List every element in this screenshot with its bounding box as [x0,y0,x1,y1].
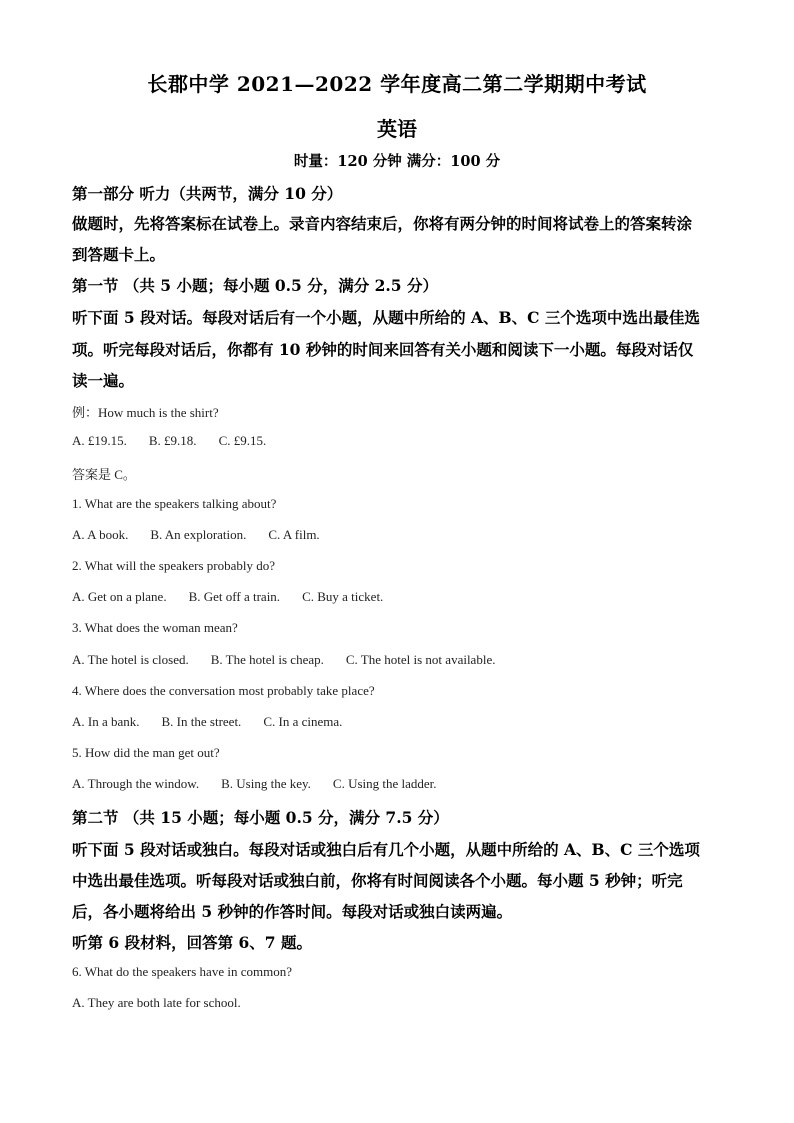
question-6-option-a: A. They are both late for school. [72,995,241,1010]
option-c: C. Buy a ticket. [302,589,384,604]
question-6: 6. What do the speakers have in common? [72,964,292,979]
section2-instruction-line: 中选出最佳选项。听每段对话或独白前，你将有时间阅读各个小题。每小题 5 秒钟；听完 [72,871,683,890]
question-2-options [72,589,405,605]
question-3: 3. What does the woman mean? [72,620,238,635]
question-4-options [72,714,364,730]
option-b: B. Using the key. [221,776,311,791]
option-b: B. Get off a train. [188,589,281,604]
option-b: B. £9.18. [148,433,197,448]
section2-heading: 第二节 （共 15 小题；每小题 0.5 分，满分 7.5 分） [72,808,449,827]
question-4: 4. Where does the conversation most probably take place? [72,683,375,698]
exam-time-score: 时量：120 分钟 满分：100 分 [293,153,501,170]
section1-instruction-line: 项。听完每段对话后，你都有 10 秒钟的时间来回答有关小题和阅读下一小题。每段对话仅 [72,340,694,359]
option-b: B. The hotel is cheap. [210,652,324,667]
question-5: 5. How did the man get out? [72,745,220,760]
example-options [72,433,288,449]
option-b: B. In the street. [161,714,242,729]
part1-instruction-line: 做题时，先将答案标在试卷上。录音内容结束后，你将有两分钟的时间将试卷上的答案转涂 [72,214,693,233]
question-1: 1. What are the speakers talking about? [72,496,277,511]
part1-heading: 第一部分 听力（共两节，满分 10 分） [72,184,343,203]
part1-instruction-line: 到答题卡上。 [72,245,166,264]
option-a: A. A book. [72,527,129,542]
example-answer: 答案是 C。 [72,467,136,482]
question-1-options [72,527,342,543]
option-a: A. Through the window. [72,776,200,791]
exam-title: 长郡中学 2021—2022 学年度高二第二学期期中考试 [147,72,647,96]
section1-instruction-line: 听下面 5 段对话。每段对话后有一个小题，从题中所给的 A、B、C 三个选项中选出最佳选 [72,308,700,327]
exam-subject: 英语 [377,117,417,141]
section2-instruction-line: 后，各小题将给出 5 秒钟的作答时间。每段对话或独白读两遍。 [72,902,513,921]
option-c: C. In a cinema. [263,714,343,729]
question-5-options [72,776,459,792]
section1-instruction-line: 读一遍。 [72,371,135,390]
question-3-options [72,652,517,668]
material-note: 听第 6 段材料，回答第 6、7 题。 [72,933,312,952]
question-2: 2. What will the speakers probably do? [72,558,276,573]
option-c: C. £9.15. [218,433,267,448]
option-c: C. Using the ladder. [332,776,437,791]
option-c: C. A film. [268,527,320,542]
option-a: A. The hotel is closed. [72,652,189,667]
section2-instruction-line: 听下面 5 段对话或独白。每段对话或独白后有几个小题，从题中所给的 A、B、C 三个选项 [72,840,700,859]
option-a: A. In a bank. [72,714,140,729]
option-b: B. An exploration. [150,527,247,542]
option-a: A. £19.15. [72,433,127,448]
example-question: 例：How much is the shirt? [72,405,219,420]
option-c: C. The hotel is not available. [345,652,496,667]
option-a: A. Get on a plane. [72,589,167,604]
section1-heading: 第一节 （共 5 小题；每小题 0.5 分，满分 2.5 分） [72,276,438,295]
